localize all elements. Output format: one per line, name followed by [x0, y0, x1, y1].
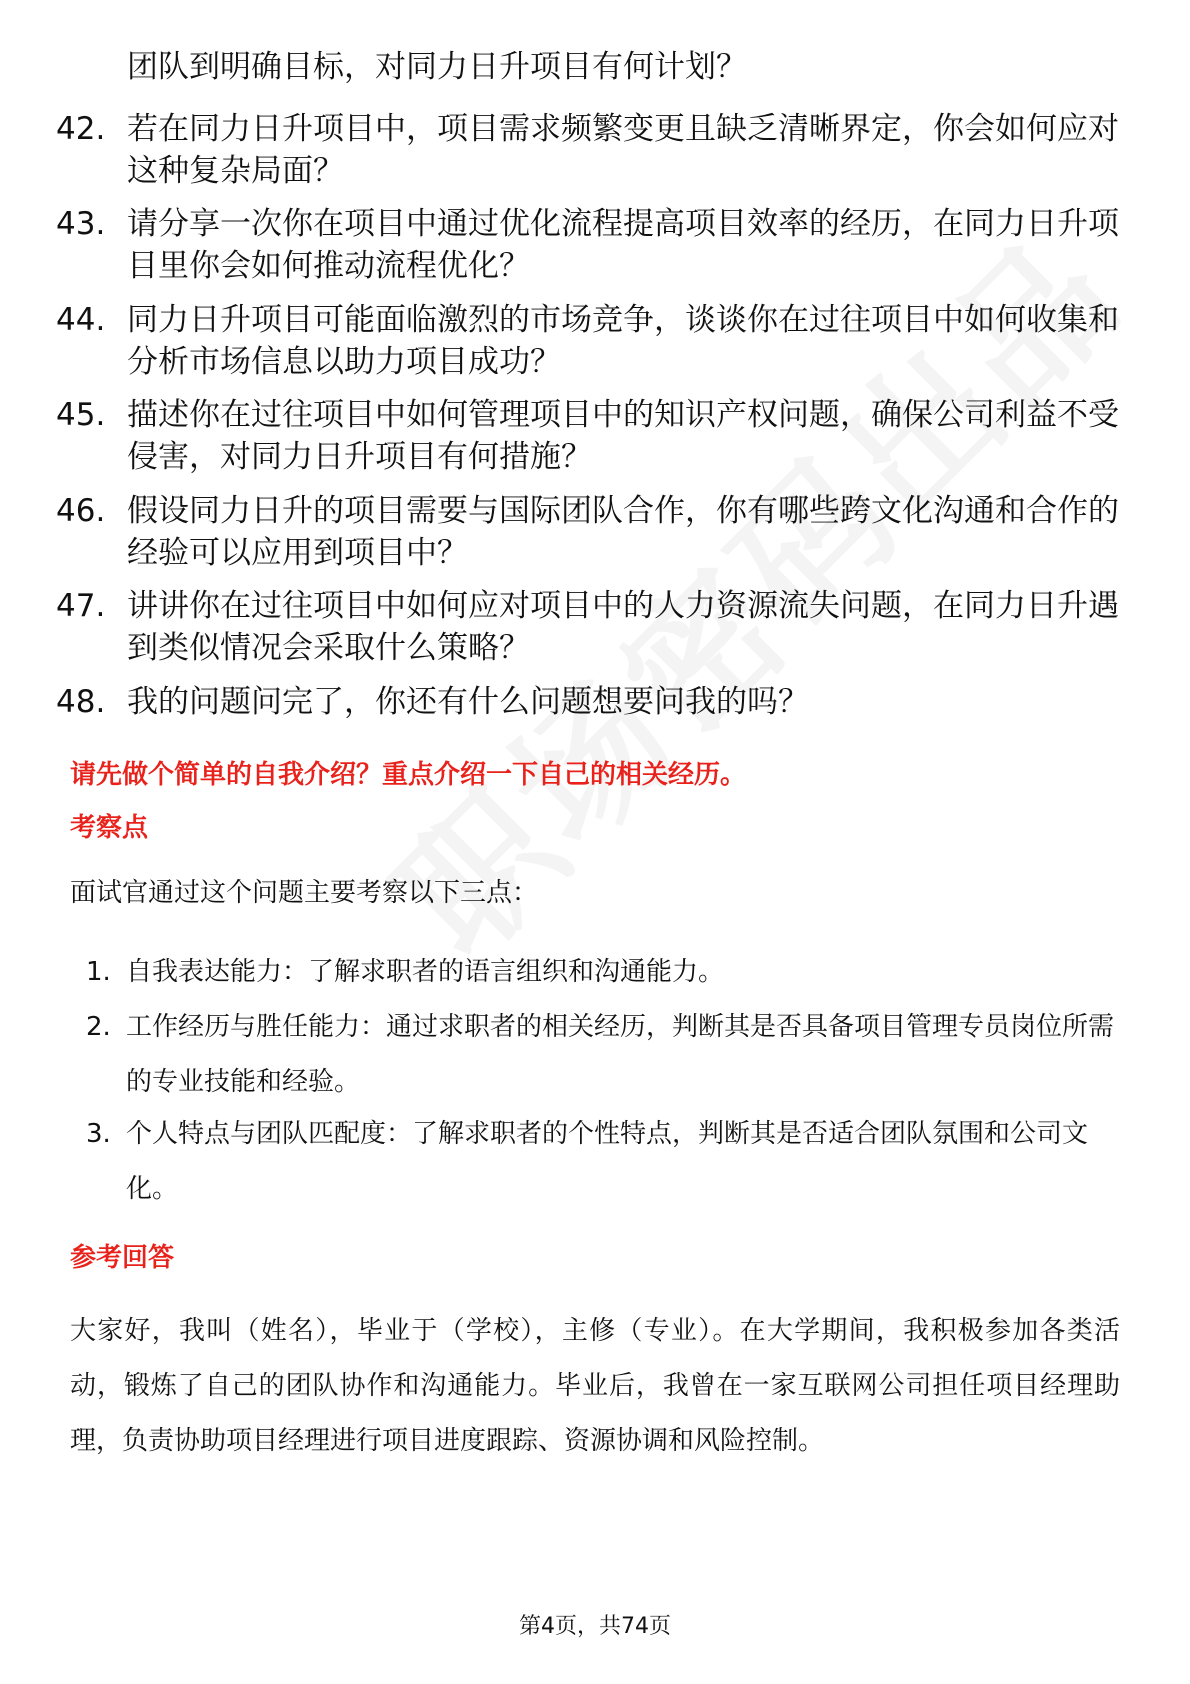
- question-text: 描述你在过往项目中如何管理项目中的知识产权问题，确保公司利益不受侵害，对同力日升项目有何措施？: [127, 397, 1119, 475]
- question-number: 46.: [56, 493, 106, 529]
- page-footer: 第4页，共74页: [519, 1614, 671, 1639]
- focus-heading: 考察点: [70, 813, 149, 843]
- question-text: 讲讲你在过往项目中如何应对项目中的人力资源流失问题，在同力日升遇到类似情况会采取什么策略？: [127, 588, 1119, 666]
- question-continuation: 团队到明确目标，对同力日升项目有何计划？: [127, 49, 747, 85]
- answer-text: 大家好，我叫（姓名），毕业于（学校），主修（专业）。在大学期间，我积极参加各类活动，锻炼了自己的团队协作和沟通能力。毕业后，我曾在一家互联网公司担任项目经理助理，负责协助项目经理进行项目进度跟踪、资源协调和风险控制。: [70, 1316, 1120, 1456]
- answer-heading: 参考回答: [70, 1243, 175, 1273]
- question-number: 42.: [56, 111, 106, 147]
- point-text: 个人特点与团队匹配度：了解求职者的个性特点，判断其是否适合团队氛围和公司文化。: [126, 1119, 1089, 1204]
- list-item: [56, 394, 1136, 478]
- list-item: [86, 1107, 1126, 1217]
- question-text: 若在同力日升项目中，项目需求频繁变更且缺乏清晰界定，你会如何应对这种复杂局面？: [127, 111, 1119, 189]
- question-number: 47.: [56, 588, 106, 624]
- list-item: [56, 108, 1136, 192]
- list-item: [86, 1000, 1126, 1110]
- question-text: 我的问题问完了，你还有什么问题想要问我的吗？: [127, 684, 809, 720]
- question-text: 请分享一次你在项目中通过优化流程提高项目效率的经历，在同力日升项目里你会如何推动流程优化？: [127, 206, 1119, 284]
- point-number: 1.: [86, 957, 111, 987]
- question-text: 同力日升项目可能面临激烈的市场竞争，谈谈你在过往项目中如何收集和分析市场信息以助力项目成功？: [127, 302, 1119, 380]
- question-text: 假设同力日升的项目需要与国际团队合作，你有哪些跨文化沟通和合作的经验可以应用到项目中？: [127, 493, 1119, 571]
- point-text: 自我表达能力：了解求职者的语言组织和沟通能力。: [126, 957, 725, 987]
- point-number: 3.: [86, 1119, 111, 1149]
- point-number: 2.: [86, 1012, 111, 1042]
- question-number: 43.: [56, 206, 106, 242]
- focus-intro: 面试官通过这个问题主要考察以下三点：: [70, 878, 539, 908]
- question-number: 44.: [56, 302, 106, 338]
- list-item: [56, 203, 1136, 287]
- question-number: 45.: [56, 397, 106, 433]
- point-text: 工作经历与胜任能力：通过求职者的相关经历，判断其是否具备项目管理专员岗位所需的专业技能和经验。: [126, 1012, 1115, 1097]
- list-item: [86, 945, 1126, 1000]
- question-number: 48.: [56, 684, 106, 720]
- list-item: [56, 299, 1136, 383]
- question-title: 请先做个简单的自我介绍？重点介绍一下自己的相关经历。: [70, 760, 747, 790]
- list-item: [56, 681, 1136, 723]
- list-item: [56, 585, 1136, 669]
- list-item: [56, 490, 1136, 574]
